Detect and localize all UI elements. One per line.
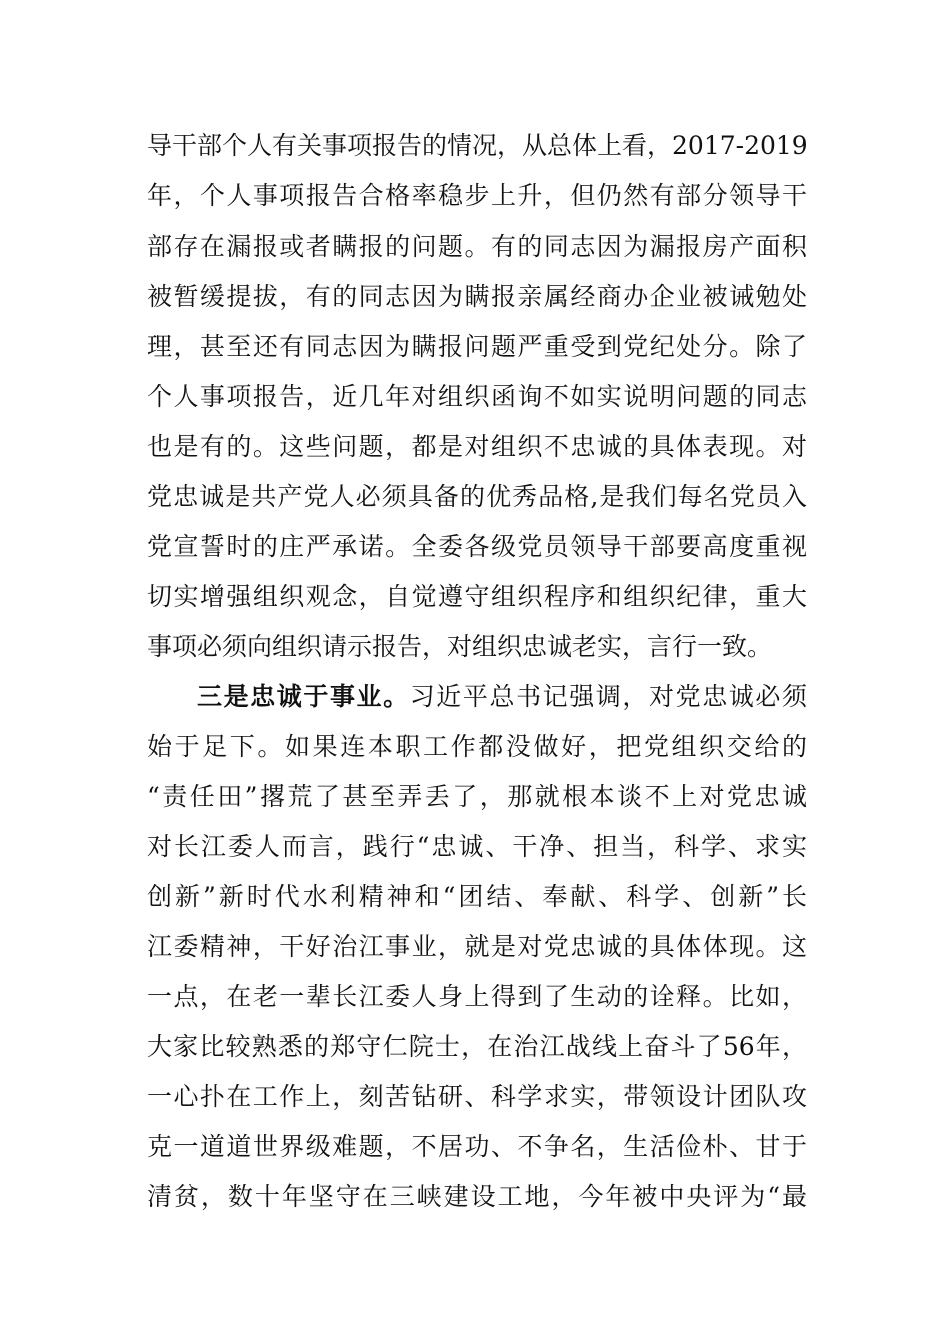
text-line: 部存在漏报或者瞒报的问题。有的同志因为漏报房产面积: [147, 232, 807, 261]
text-line: 一心扑在工作上，刻苦钻研、科学求实，带领设计团队攻: [147, 1082, 807, 1111]
text-line: 切实增强组织观念，自觉遵守组织程序和组织纪律，重大: [147, 582, 807, 611]
text-line: 始于足下。如果连本职工作都没做好，把党组织交给的: [147, 732, 807, 761]
text-line: 党忠诚是共产党人必须具备的优秀品格,是我们每名党员入: [147, 482, 807, 511]
paragraph-first-line: [197, 677, 807, 717]
text-line: 个人事项报告，近几年对组织函询不如实说明问题的同志: [147, 382, 807, 411]
text-line: 一点，在老一辈长江委人身上得到了生动的诠释。比如，: [147, 982, 807, 1011]
text-line: 对长江委人而言，践行“忠诚、干净、担当，科学、求实: [147, 832, 807, 861]
text-line: 克一道道世界级难题，不居功、不争名，生活俭朴、甘于: [147, 1132, 807, 1161]
text-line: 理，甚至还有同志因为瞒报问题严重受到党纪处分。除了: [147, 332, 807, 361]
text-line: 事项必须向组织请示报告，对组织忠诚老实，言行一致。: [147, 632, 773, 661]
text-line: 大家比较熟悉的郑守仁院士，在治江战线上奋斗了56年，: [147, 1032, 807, 1061]
section-heading: 三是忠诚于事业。: [197, 682, 410, 711]
text-line: 导干部个人有关事项报告的情况，从总体上看，2017-2019: [147, 131, 808, 160]
paragraph-text: 习近平总书记强调，对党忠诚必须: [409, 682, 807, 711]
text-line: 清贫，数十年坚守在三峡建设工地，今年被中央评为“最: [147, 1182, 807, 1211]
text-line: 也是有的。这些问题，都是对组织不忠诚的具体表现。对: [147, 432, 807, 461]
text-line: 党宣誓时的庄严承诺。全委各级党员领导干部要高度重视: [147, 532, 807, 561]
text-line: 江委精神，干好治江事业，就是对党忠诚的具体体现。这: [147, 932, 807, 961]
text-line: “责任田”撂荒了甚至弄丢了，那就根本谈不上对党忠诚: [147, 782, 807, 811]
text-line: 年，个人事项报告合格率稳步上升，但仍然有部分领导干: [147, 181, 807, 210]
text-line: 创新”新时代水利精神和“团结、奉献、科学、创新”长: [147, 882, 807, 911]
text-line: 被暂缓提拔，有的同志因为瞒报亲属经商办企业被诫勉处: [147, 282, 807, 311]
